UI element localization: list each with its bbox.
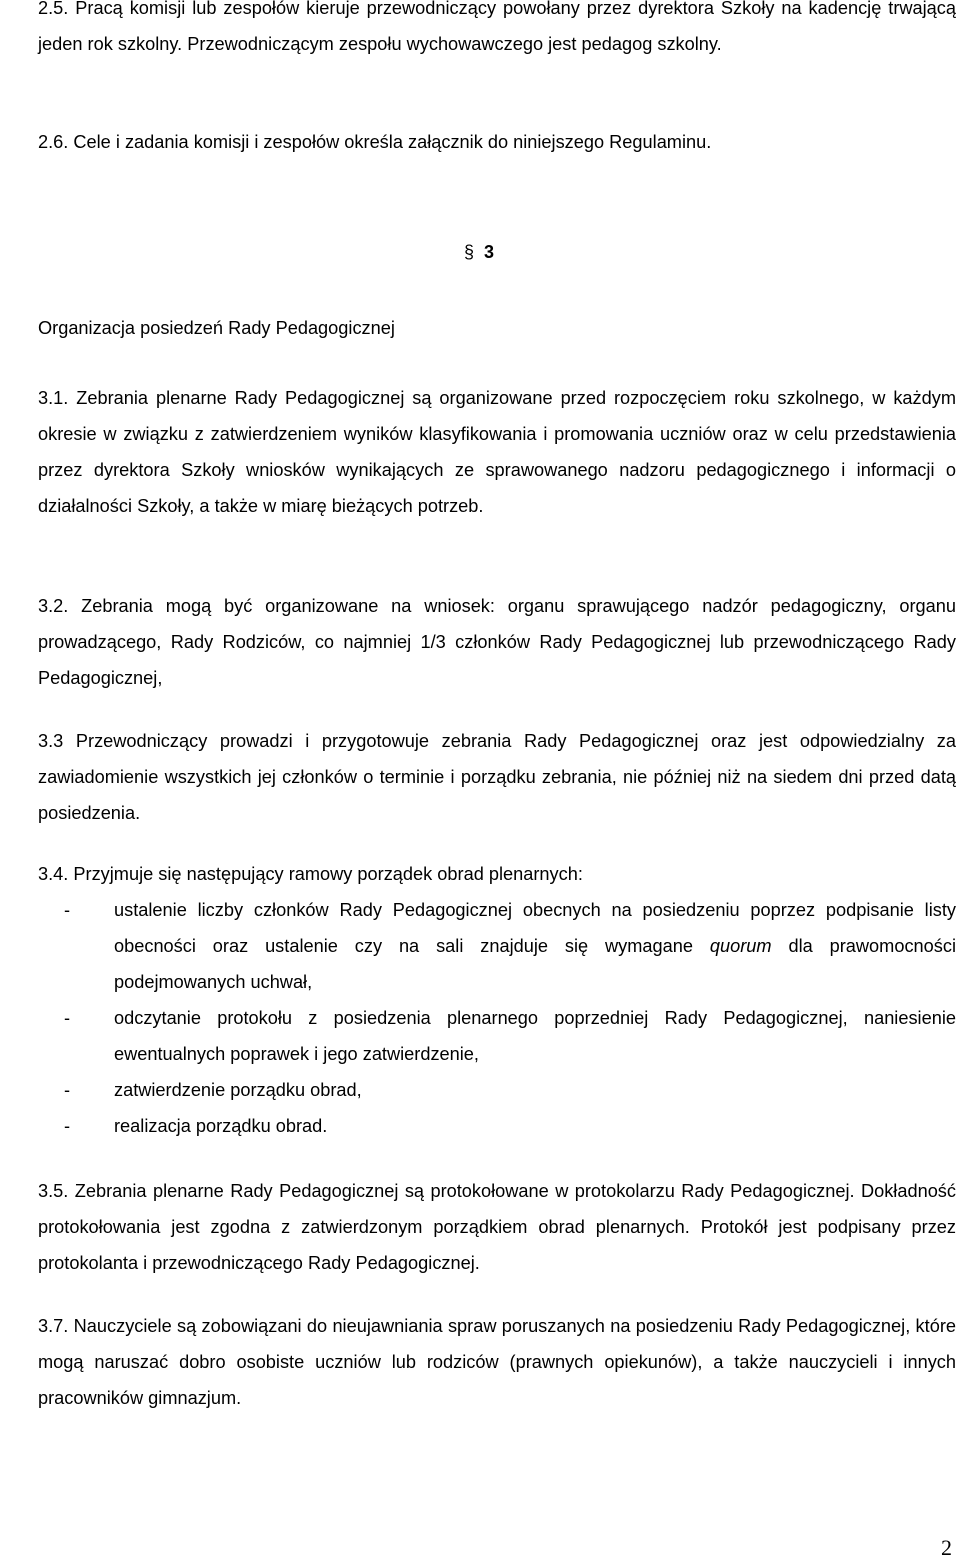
point-3-2-text: 3.2. Zebrania mogą być organizowane na wniosek: organu sprawującego nadzór pedagogiczny, organu prowadzącego, Rady Rodziców, co najmniej 1/3 członków Rady Pedagogicznej lub przewodniczącego Rady Pedagogicznej, (38, 596, 956, 688)
list-dash: - (64, 1116, 71, 1136)
agenda-item (38, 1108, 956, 1144)
point-3-3 (38, 723, 956, 831)
list-dash: - (64, 900, 71, 920)
point-3-7-text: 3.7. Nauczyciele są zobowiązani do nieujawniania spraw poruszanych na posiedzeniu Rady Pedagogicznej, które mogą naruszać dobro osobiste uczniów lub rodziców (prawnych opiekunów), a także nauczycieli i innych pracowników gimnazjum. (38, 1316, 956, 1408)
point-3-5 (38, 1173, 956, 1281)
paragraph-2-6 (38, 124, 956, 160)
paragraph-2-6-text: 2.6. Cele i zadania komisji i zespołów określa załącznik do niniejszego Regulaminu. (38, 132, 712, 152)
agenda-item (38, 1072, 956, 1108)
point-3-7 (38, 1308, 956, 1416)
section-title (38, 310, 956, 346)
quorum-term: quorum (709, 936, 772, 956)
point-3-5-text: 3.5. Zebrania plenarne Rady Pedagogicznej są protokołowane w protokolarzu Rady Pedagogicznej. Dokładność protokołowania jest zgodna z zatwierdzonym porządkiem obrad plenarnych. Protokół jest podpisany przez protokolanta i przewodniczącego Rady Pedagogicznej. (38, 1181, 956, 1273)
point-3-4 (38, 856, 956, 1144)
point-3-3-text: 3.3 Przewodniczący prowadzi i przygotowuje zebrania Rady Pedagogicznej oraz jest odpowiedzialny za zawiadomienie wszystkich jej członków o terminie i porządku zebrania, nie później niż na siedem dni przed datą posiedzenia. (38, 731, 956, 823)
agenda-item-text: ustalenie liczby członków Rady Pedagogicznej obecnych na posiedzeniu poprzez podpisanie listy obecności oraz ustalenie czy na sali znajduje się wymagane quorum dla prawomocności podejmowanych uchwał, (114, 900, 956, 992)
section-title-text: Organizacja posiedzeń Rady Pedagogicznej (38, 318, 395, 338)
agenda-item (38, 892, 956, 1000)
agenda-item-text: zatwierdzenie porządku obrad, (114, 1080, 362, 1100)
list-dash: - (64, 1080, 71, 1100)
section-heading-number (464, 240, 494, 264)
agenda-item-text: realizacja porządku obrad. (114, 1116, 328, 1136)
section-symbol: § (464, 242, 475, 262)
point-3-1 (38, 380, 956, 524)
page-number: 2 (941, 1535, 952, 1560)
point-3-4-intro: 3.4. Przyjmuje się następujący ramowy porządek obrad plenarnych: (38, 864, 583, 884)
list-dash: - (64, 1008, 71, 1028)
section-number: 3 (484, 242, 495, 262)
point-3-1-text: 3.1. Zebrania plenarne Rady Pedagogicznej są organizowane przed rozpoczęciem roku szkolnego, w każdym okresie w związku z zatwierdzeniem wyników klasyfikowania i promowania uczniów oraz w celu przedstawienia przez dyrektora Szkoły wniosków wynikających ze sprawowanego nadzoru pedagogicznego i informacji o działalności Szkoły, a także w miarę bieżących potrzeb. (38, 388, 956, 516)
point-3-2 (38, 588, 956, 696)
agenda-item-text: odczytanie protokołu z posiedzenia plenarnego poprzedniej Rady Pedagogicznej, naniesienie ewentualnych poprawek i jego zatwierdzenie, (114, 1008, 956, 1064)
paragraph-2-5 (38, 0, 956, 62)
agenda-item (38, 1000, 956, 1072)
paragraph-2-5-text: 2.5. Pracą komisji lub zespołów kieruje przewodniczący powołany przez dyrektora Szkoły na kadencję trwającą jeden rok szkolny. Przewodniczącym zespołu wychowawczego jest pedagog szkolny. (38, 0, 956, 54)
